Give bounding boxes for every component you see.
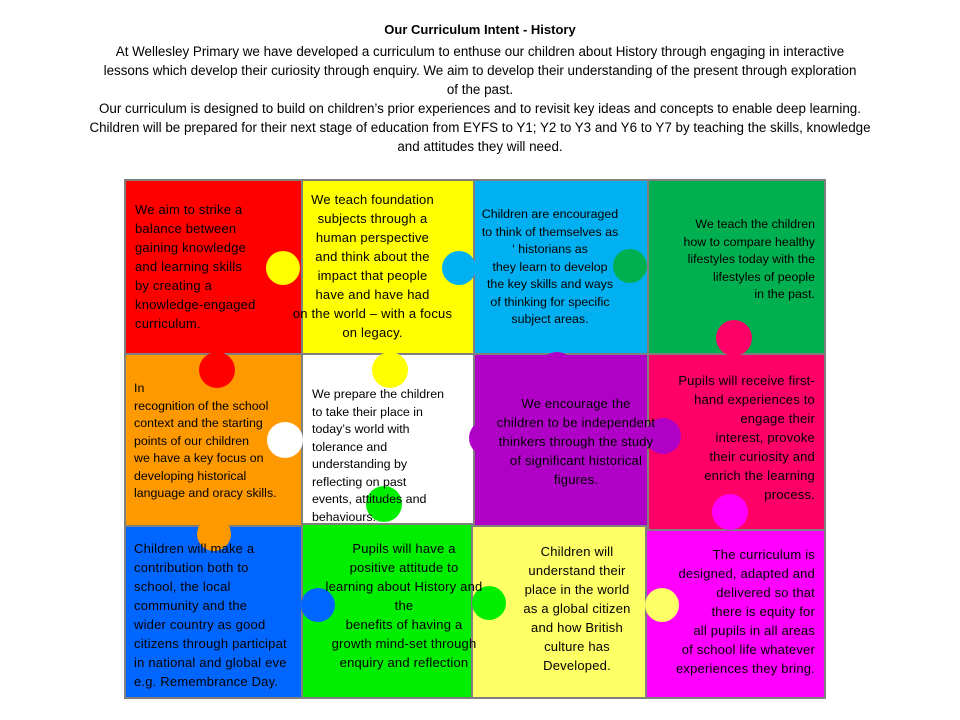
piece-text-white: We prepare the children to take their place in today’s world with tolerance and understanding by reflecting on past events, attitudes and behaviours.	[312, 387, 445, 524]
piece-text-cream: Children will understand their place in the world as a global citizen and how British culture has Developed.	[523, 544, 631, 673]
intro-line: Children will be prepared for their next stage of education from EYFS to Y1; Y2 to Y3 and Y6 to Y7 by teaching the skills, knowledge	[89, 120, 871, 135]
intro-line: lessons which develop their curiosity through enquiry. We aim to develop their understanding of the present through exploration	[103, 63, 857, 78]
puzzle-knob	[539, 352, 575, 388]
puzzle-knob	[372, 352, 408, 388]
piece-text-yellow: We teach foundation subjects through a human perspective and think about the impact that people have and have had on the world – with a focus on legacy.	[292, 192, 453, 340]
piece-text-orange: In recognition of the school context and the starting points of our children we have a key focus on developing historical language and oracy skills.	[134, 381, 277, 500]
intro-line: and attitudes they will need.	[397, 139, 563, 154]
piece-text-blue: Children will make a contribution both to school, the local community and the wider country as good citizens through participat in national and global eve e.g. Remembrance Day.	[134, 541, 287, 689]
intro-line: of the past.	[446, 82, 514, 97]
piece-text-green: We teach the children how to compare healthy lifestyles today with the lifestyles of people in the past.	[683, 217, 815, 301]
intro-line: Our curriculum is designed to build on children’s prior experiences and to revisit key ideas and concepts to enable deep learning.	[99, 101, 861, 116]
piece-text-purple: We encourage the children to be independent thinkers through the study of significant historical figures.	[496, 396, 656, 487]
piece-text-magenta: The curriculum is designed, adapted and delivered so that there is equity for all pupils in all areas of school life whatever experiences they bring.	[675, 547, 815, 676]
piece-text-red: We aim to strike a balance between gaining knowledge and learning skills by creating a knowledge-engaged curriculum.	[135, 202, 256, 331]
intro-line: At Wellesley Primary we have developed a curriculum to enthuse our children about History through engaging in interactive	[115, 44, 845, 59]
puzzle-knob	[716, 320, 752, 356]
piece-text-pink: Pupils will receive first- hand experiences to engage their interest, provoke their curiosity and enrich the learning process.	[678, 373, 815, 502]
page-title: Our Curriculum Intent - History	[384, 22, 576, 37]
piece-text-sky: Children are encouraged to think of themselves as ‘ historians as they learn to develop the key skills and ways of thinking for specific subject areas.	[481, 207, 619, 326]
piece-text-lime: Pupils will have a positive attitude to learning about History and the benefits of having a growth mind-set through enquiry and reflection	[325, 541, 483, 670]
